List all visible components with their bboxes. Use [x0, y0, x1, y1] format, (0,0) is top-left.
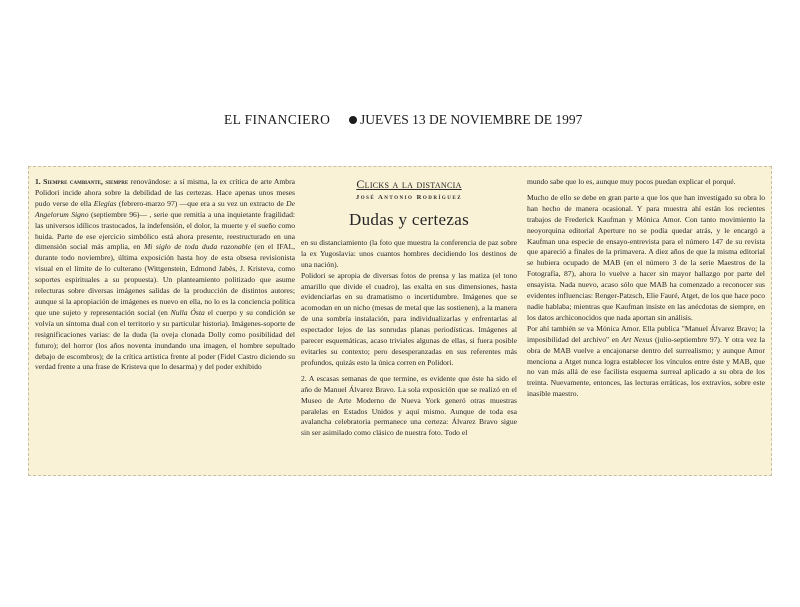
- text-run: renovándose: a sí misma, la ex crítica de arte Ambra Polidori incide ahora sobre la debilidad de las certezas. Hace apenas unos meses pudo verse de ella: [35, 177, 295, 208]
- headline: Dudas y certezas: [349, 209, 469, 229]
- paragraph: 2. A escasas semanas de que termine, es evidente que éste ha sido el año de Manuel Álvarez Bravo. La sola exposición que se realizó en el Museo de Arte Moderno de Nueva York generó otras muestras paralelas en Estados Unidos y aquí mismo. Aunque de toda esa avalancha celebratoria permanece una certeza: Álvarez Bravo sigue sin ser asimilado como clásico de nuestra foto. Todo el: [301, 373, 517, 438]
- work-title: Elegías: [93, 198, 117, 208]
- byline: José Antonio Rodríguez: [355, 194, 463, 201]
- work-title: Mi siglo de toda duda razonable: [143, 242, 252, 252]
- text-run: (febrero-marzo 97) —que era a su vez un extracto de: [116, 198, 287, 208]
- paragraph: Mucho de ello se debe en gran parte a que los que han investigado su obra lo han hecho de manera ocasional. Y para muestra ahí están los recientes trabajos de Frederick Kaufman y Mónica Amor. Con tanto movimiento la neoyorquina editorial Aperture no se podía quedar atrás, y le encargó a Kaufman una especie de ensayo-entrevista para el número 147 de su revista que apareció a finales de la primavera. A diez años de que la misma editorial se hubiera ocupado de MAB (en el número 3 de la serie Maestros de la Fotografía, 87), ahora lo vuelve a hacer sin mayor hallazgo por parte del ensayista. Nada nuevo, acaso sólo que MAB ha comenzado a reconocer sus evidentes influencias: Renger-Patzsch, Elie Fauré, Atget, de los que hace poco nadie hablaba; mientras que Kaufman insiste en las anécdotas de siempre, en los datos archiconocidos que nada aportan sin análisis.: [527, 192, 765, 322]
- paragraph: Polidori se apropia de diversas fotos de prensa y las matiza (el tono amarillo que divide el cuadro), las exalta en sus dimensiones, hasta evidenciarlas en su dramatismo o incertidumbre. Imágenes que se acomodan en un nicho (mesas de metal que las sostienen), a la manera de una sombría instalación, para individualizarlas y enfrentarlas al espectador lejos de las sonrudas planas periodísticas. Imágenes al parecer esquemáticas, acaso triviales algunas de ellas, si fuera posible evitarles su contexto; pero desesperanzadas en sus referentes más profundos, quizás esto la única corren en Polidori.: [301, 270, 517, 367]
- lead-in: 1. Siempre cambiante, siempre: [35, 177, 129, 186]
- section-title: Clicks a la distancia: [356, 177, 462, 191]
- paragraph: [527, 324, 765, 400]
- text-run: Por ahí también se va Mónica Amor. Ella publica "Manuel Álvarez Bravo; la imposibilidad del archivo" en: [527, 323, 765, 344]
- bullet-icon: [349, 116, 357, 124]
- paragraph: [35, 177, 295, 373]
- text-run: el cuerpo y su condición se volvía un síntoma dual con el territorio y su particular historia). Imágenes-soporte de resignificaciones varias: de la duda (la oveja clonada Dolly como posibilidad del futuro); del horror (los años noventa inundando una imagen, el hombre sepultado debajo de escombros); de la crítica artística frente al poder (Fidel Castro diciendo su verdad frente a una frase de Kristeva que lo desarma) y del poder exhibido: [35, 307, 295, 372]
- column-3: [527, 177, 765, 400]
- text-run: (en el IFAL, durante todo noviembre), última exposición hasta hoy de esta obsesa revisionista visual en el límite de lo culterano (Wittgenstein, Edmond Jabès, J. Kristeva, como soportes espirituales a su propuesta). Un planteamiento politizado que asume relecturas sobre diversas imágenes salidas de la producción de distintos autores; aunque si la apropiación de imágenes es nuevo en ella, no lo es la conciencia política que une sujeto y representación social (en: [35, 242, 295, 317]
- work-title: Art Nexus: [621, 334, 653, 344]
- masthead: [0, 104, 800, 134]
- paragraph: mundo sabe que lo es, aunque muy pocos puedan explicar el porqué.: [527, 177, 736, 186]
- newspaper-clipping: [28, 166, 772, 476]
- paragraph: en su distanciamiento (la foto que muestra la conferencia de paz sobre la ex Yugoslavia: unos cuantos hombres decidiendo los destinos de una nación).: [301, 237, 517, 269]
- text-run: (septiembre 96)— , serie que remitía a una inquietante fragilidad: las universos idílicos trastocados, la indefensión, el dolor, la muerte y el sueño como huida. Parte de ese ejercicio simbólico está ahora presente, reestructurado en una dimensión social más amplia, en: [35, 209, 295, 252]
- text-run: (julio-septiembre 97). Y otra vez la obra de MAB vuelve a encajonarse dentro del surrealismo; y aunque Amor menciona a Atget nunca logra establecer los vínculos entre éste y MAB, que no van más allá de ese facilista esquema surreal aplicado a su obra de los treinta. Nuevamente, entonces, las lecturas erráticas, los extravíos, sobre este inasible maestro.: [527, 334, 765, 399]
- column-2: [301, 177, 517, 439]
- publication-date: JUEVES 13 DE NOVIEMBRE DE 1997: [360, 112, 583, 127]
- column-1: [35, 177, 295, 373]
- newspaper-name: EL FINANCIERO: [224, 112, 331, 127]
- work-title: De Angelorum Signo: [35, 198, 295, 219]
- work-title: Nulla Ósta: [170, 307, 205, 317]
